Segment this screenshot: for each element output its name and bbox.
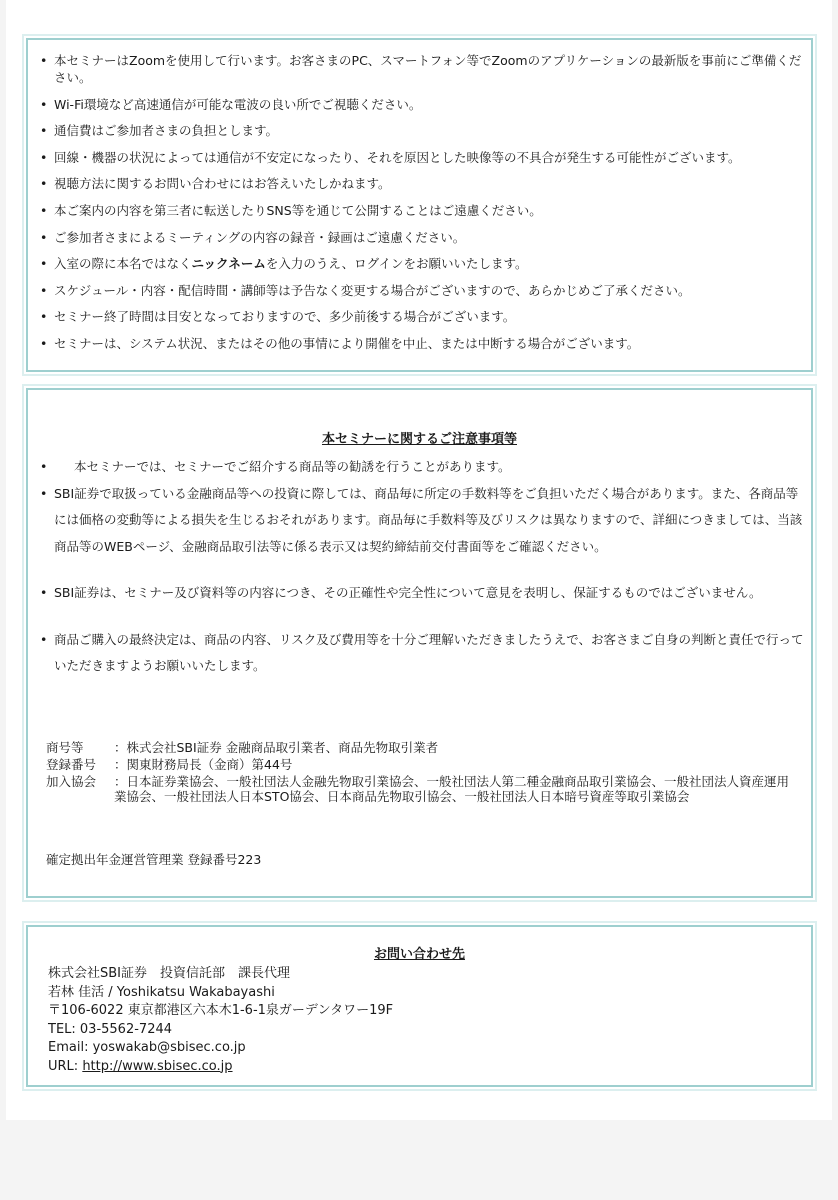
list-item: • 本セミナーはZoomを使用して行います。お客さまのPC、スマートフォン等でZoomのアプリケーションの最新版を事前にご準備ください。: [38, 52, 803, 86]
company-name-label: 商号等: [46, 740, 84, 755]
association-label: 加入協会: [46, 774, 97, 789]
disclaimer-list: [38, 454, 806, 680]
list-item: • 通信費はご参加者さまの負担とします。: [38, 122, 803, 139]
list-item: • 視聴方法に関するお問い合わせにはお答えいたしかねます。: [38, 175, 803, 192]
note-text: を入力のうえ、ログインをお願いいたします。: [265, 256, 528, 272]
list-item: • SBI証券は、セミナー及び資料等の内容につき、その正確性や完全性について意見を表明し、保証するものではございません。: [38, 580, 806, 607]
disclaimer-text: 本セミナーでは、セミナーでご紹介する商品等の勧誘を行うことがあります。: [74, 459, 511, 474]
association-value: ：日本証券業協会、一般社団法人金融先物取引業協会、一般社団法人第二種金融商品取引業協会、一般社団法人資産運用 業協会、一般社団法人日本STO協会、日本商品先物取引協会、一般社団法人日本暗号資産等取引業協会: [114, 774, 802, 804]
contact-email: Email: yoswakab@sbisec.co.jp: [48, 1040, 246, 1055]
contact-url-line: [48, 1058, 393, 1077]
list-item: • 回線・機器の状況によっては通信が不安定になったり、それを原因とした映像等の不具合が発生する可能性がございます。: [38, 149, 803, 166]
list-item: • セミナーは、システム状況、またはその他の事情により開催を中止、または中断する場合がございます。: [38, 335, 803, 352]
contact-box: [26, 925, 813, 1087]
list-item: • ご参加者さまによるミーティングの内容の録音・録画はご遠慮ください。: [38, 229, 803, 246]
contact-tel: TEL: 03-5562-7244: [48, 1021, 173, 1037]
dc-registration-note: 確定拠出年金運営管理業 登録番号223: [46, 852, 262, 867]
list-item: • 本ご案内の内容を第三者に転送したりSNS等を通じて公開することはご遠慮ください。: [38, 202, 803, 219]
list-item: [38, 454, 806, 481]
list-item: • SBI証券で取扱っている金融商品等への投資に際しては、商品毎に所定の手数料等をご負担いただく場合があります。また、各商品等には価格の変動等による損失を生じるおそれがあります。商品毎に手数料等及びリスクは異なりますので、詳細につきましては、当該商品等のWEBページ、金融商品取引法等に係る表示又は契約締結前交付書面等をご確認ください。: [38, 481, 806, 561]
contact-dept: 株式会社SBI証券 投資信託部 課長代理: [48, 966, 291, 981]
disclaimer-box: [26, 388, 813, 898]
registration-label: 登録番号: [46, 757, 97, 772]
registration-row: [46, 757, 806, 772]
contact-address: 〒106-6022 東京都港区六本木1-6-1泉ガーデンタワー19F: [48, 1003, 394, 1018]
company-name-row: [46, 740, 806, 755]
association-row: [46, 774, 806, 804]
seminar-notes-list: [38, 52, 803, 362]
list-item: • セミナー終了時間は目安となっておりますので、多少前後する場合がございます。: [38, 308, 803, 325]
website-link[interactable]: http://www.sbisec.co.jp: [82, 1058, 233, 1074]
contact-name: 若林 佳活 / Yoshikatsu Wakabayashi: [48, 984, 275, 1000]
nickname-emphasis: ニックネーム: [191, 256, 266, 272]
contact-info: [48, 965, 393, 1076]
list-item: • スケジュール・内容・配信時間・講師等は予告なく変更する場合がございますので、あらかじめご了承ください。: [38, 282, 803, 299]
contact-title: お問い合わせ先: [373, 947, 465, 962]
company-name-value: ：株式会社SBI証券 金融商品取引業者、商品先物取引業者: [114, 740, 439, 755]
list-item: [38, 255, 803, 272]
note-text: 入室の際に本名ではなく: [54, 256, 192, 272]
document-page: [6, 0, 832, 1120]
registration-value: ：関東財務局長（金商）第44号: [114, 757, 293, 772]
list-item: • Wi-Fi環境など高速通信が可能な電波の良い所でご視聴ください。: [38, 96, 803, 113]
company-info: [46, 740, 806, 867]
url-label: URL:: [48, 1058, 83, 1074]
list-item: • 商品ご購入の最終決定は、商品の内容、リスク及び費用等を十分ご理解いただきましたうえで、お客さまご自身の判断と責任で行っていただきますようお願いいたします。: [38, 627, 806, 680]
seminar-notes-box: [26, 38, 813, 372]
disclaimer-title: 本セミナーに関するご注意事項等: [321, 432, 517, 447]
